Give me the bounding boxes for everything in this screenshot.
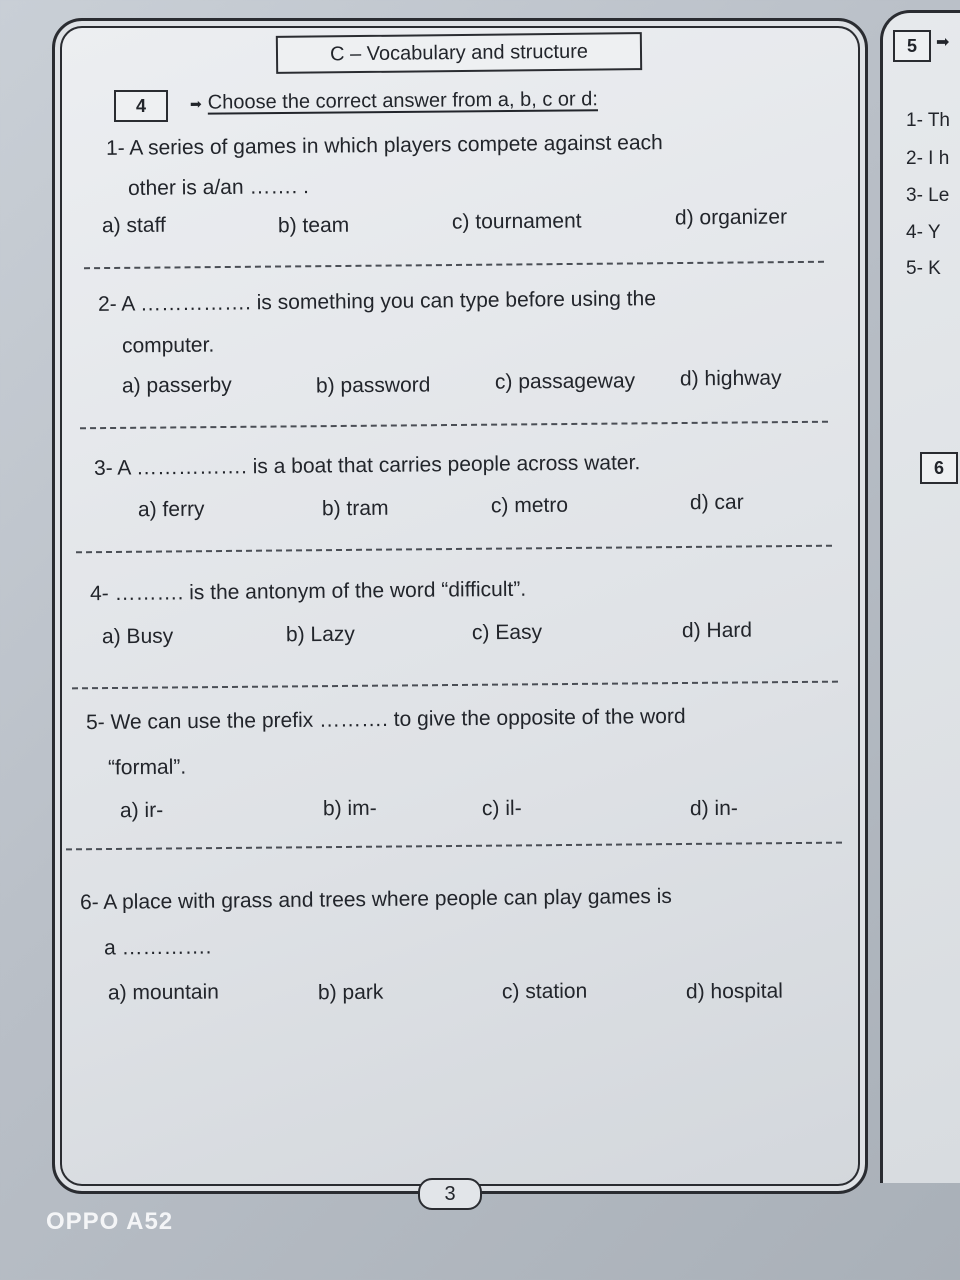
side-task-number: 5	[893, 30, 931, 62]
camera-watermark: OPPO A52	[46, 1208, 174, 1235]
question-2-text: 2- A ……………. is something you can type before using the	[97, 287, 657, 316]
side-item: 5- K	[906, 258, 941, 279]
option-a[interactable]: a) Busy	[101, 624, 174, 649]
instruction	[190, 88, 598, 115]
option-a[interactable]: a) ferry	[137, 497, 205, 522]
question-6-text: 6- A place with grass and trees where people can play games is	[79, 884, 672, 915]
side-arrow-icon: ➡	[936, 34, 950, 51]
side-item: 4- Y	[906, 222, 941, 243]
task-number-box: 4	[114, 90, 168, 122]
option-d[interactable]: d) organizer	[674, 205, 788, 230]
side-item: 3- Le	[906, 185, 950, 206]
page-number: 3	[418, 1178, 482, 1210]
question-1-text: 1- A series of games in which players compete against each	[105, 131, 663, 160]
option-b[interactable]: b) tram	[321, 496, 389, 521]
option-c[interactable]: c) Easy	[471, 620, 543, 645]
question-6-continued: a ………….	[103, 935, 212, 960]
option-d[interactable]: d) highway	[679, 366, 782, 391]
question-2-continued: computer.	[121, 333, 215, 358]
side-task-number-6: 6	[920, 452, 958, 484]
arrow-icon: ➡	[189, 95, 202, 112]
option-d[interactable]: d) in-	[689, 796, 738, 821]
side-item: 2- I h	[906, 148, 950, 169]
option-a[interactable]: a) staff	[101, 213, 166, 238]
option-b[interactable]: b) im-	[322, 796, 377, 821]
question-5-continued: “formal”.	[107, 755, 187, 780]
option-a[interactable]: a) ir-	[119, 798, 164, 823]
question-5-text: 5- We can use the prefix ………. to give the opposite of the word	[85, 704, 686, 735]
option-b[interactable]: b) Lazy	[285, 622, 355, 647]
option-b[interactable]: b) password	[315, 373, 431, 398]
option-c[interactable]: c) passageway	[494, 369, 636, 394]
option-c[interactable]: c) il-	[481, 796, 522, 821]
option-d[interactable]: d) hospital	[685, 979, 783, 1004]
question-1-continued: other is a/an ……. .	[127, 175, 310, 200]
side-item: 1- Th	[906, 110, 951, 131]
option-a[interactable]: a) mountain	[107, 980, 220, 1005]
instruction-text: Choose the correct answer from a, b, c or d:	[207, 88, 598, 114]
section-title: C – Vocabulary and structure	[276, 32, 642, 74]
option-c[interactable]: c) tournament	[451, 209, 582, 234]
option-b[interactable]: b) team	[277, 213, 350, 238]
option-c[interactable]: c) metro	[490, 493, 569, 518]
option-b[interactable]: b) park	[317, 980, 384, 1005]
option-d[interactable]: d) Hard	[681, 618, 753, 643]
option-c[interactable]: c) station	[501, 979, 588, 1004]
option-d[interactable]: d) car	[689, 490, 744, 515]
question-3-text: 3- A ……………. is a boat that carries people across water.	[93, 451, 641, 480]
option-a[interactable]: a) passerby	[121, 373, 232, 398]
question-4-text: 4- ………. is the antonym of the word “difficult”.	[89, 577, 527, 606]
